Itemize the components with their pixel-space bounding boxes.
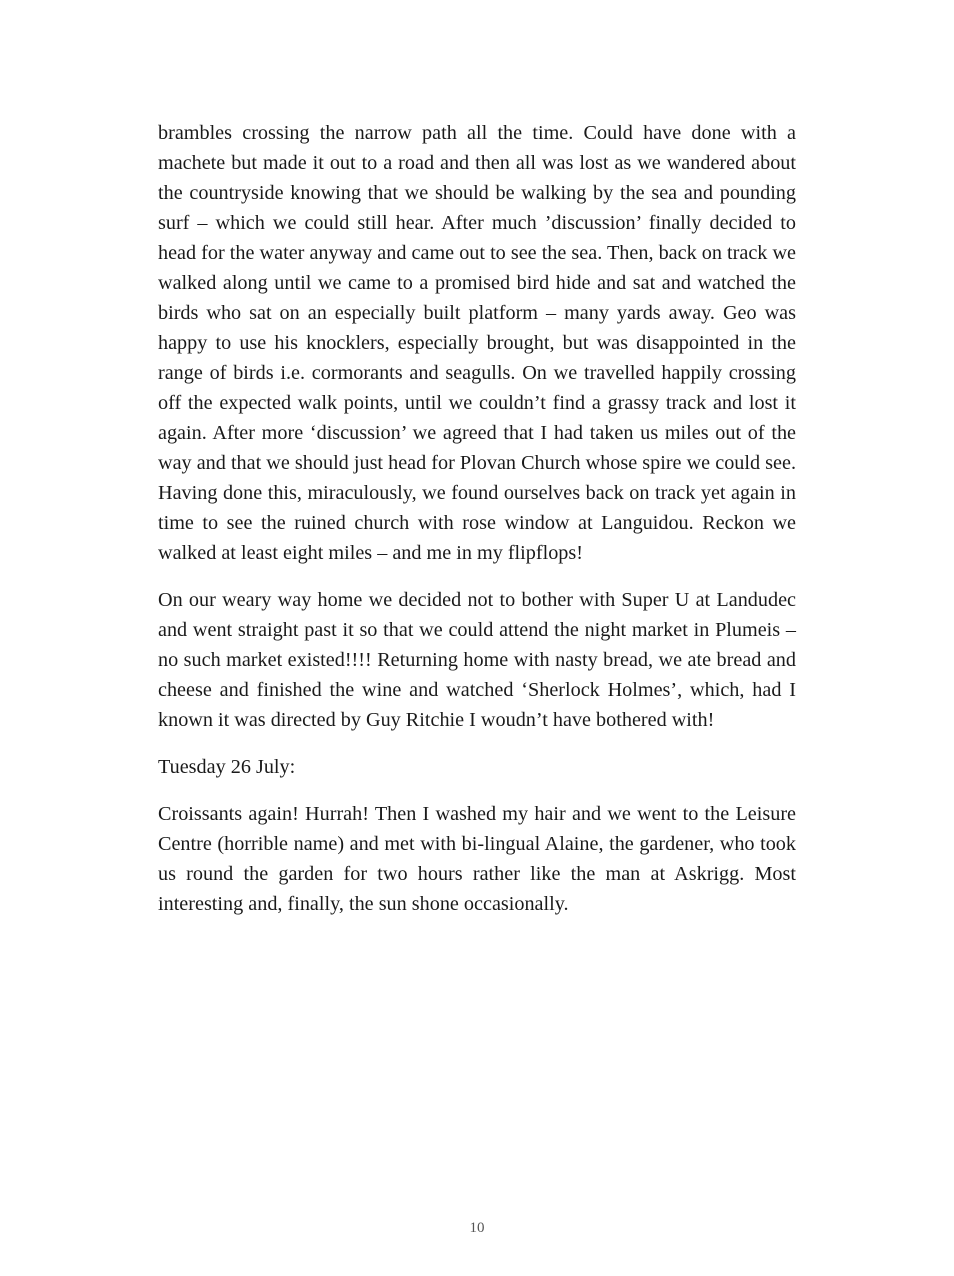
paragraph-croissants: Croissants again! Hurrah! Then I washed my hair and we went to the Leisure Centre (horrible name) and met with bi-lingual Alaine, the gardener, who took us round the garden for two hours rather like the man at Askrigg. Most interesting and, finally, the sun shone occasionally. [158,803,796,915]
page-number: 10 [469,1220,485,1236]
paragraph-way-home: On our weary way home we decided not to bother with Super U at Landudec and went straight past it so that we could attend the night market in Plumeis – no such market existed!!!! Returning home with nasty bread, we ate bread and cheese and finished the wine and watched ‘Sherlock Holmes’, which, had I known it was directed by Guy Ritchie I woudn’t have bothered with! [158,589,796,731]
body-text [158,118,796,936]
date-heading: Tuesday 26 July: [158,756,296,778]
paragraph-walk: brambles crossing the narrow path all the time. Could have done with a machete but made it out to a road and then all was lost as we wandered about the countryside knowing that we should be walking by the sea and pounding surf – which we could still hear. After much ’discussion’ finally decided to head for the water anyway and came out to see the sea. Then, back on track we walked along until we came to a promised bird hide and sat and watched the birds who sat on an especially built platform – many yards away. Geo was happy to use his knocklers, especially brought, but was disappointed in the range of birds i.e. cormorants and seagulls. On we travelled happily crossing off the expected walk points, until we couldn’t find a grassy track and lost it again. After more ‘discussion’ we agreed that I had taken us miles out of the way and that we should just head for Plovan Church whose spire we could see. Having done this, miraculously, we found ourselves back on track yet again in time to see the ruined church with rose window at Languidou. Reckon we walked at least eight miles – and me in my flipflops! [158,122,796,564]
